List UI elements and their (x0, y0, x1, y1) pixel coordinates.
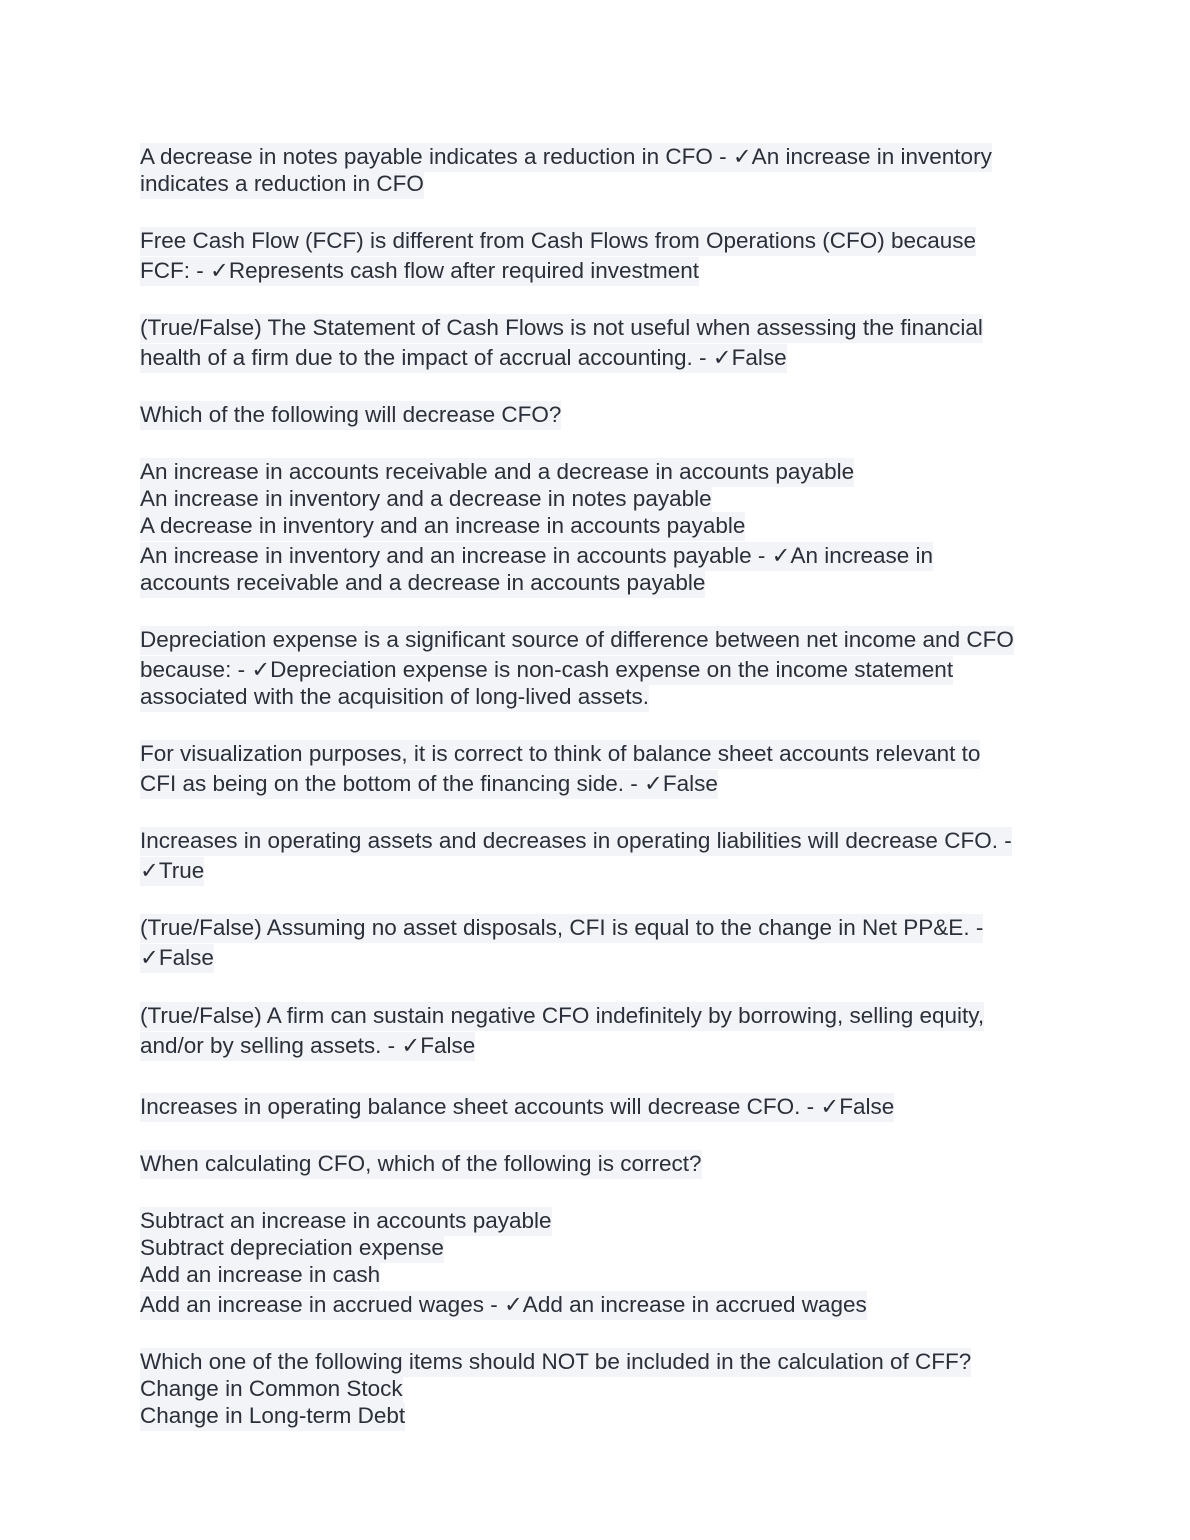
paragraph-fcf (140, 227, 1060, 284)
text-line: Increases in operating assets and decreases in operating liabilities will decrease CFO. - (140, 827, 1012, 856)
paragraph-negative-cfo (140, 1002, 1060, 1059)
text-line: Subtract an increase in accounts payable (140, 1207, 552, 1236)
paragraph-question-decrease-cfo (140, 401, 1060, 428)
paragraph-notes-payable (140, 143, 1060, 197)
text-line: An increase in accounts receivable and a decrease in accounts payable (140, 458, 854, 487)
text-line: accounts receivable and a decrease in accounts payable (140, 569, 705, 598)
text-line: Depreciation expense is a significant source of difference between net income and CFO (140, 626, 1014, 655)
paragraph-statement-cash-flows (140, 314, 1060, 371)
paragraph-depreciation (140, 626, 1060, 710)
document-body (140, 143, 1060, 1429)
paragraph-operating-assets (140, 827, 1060, 884)
text-line: and/or by selling assets. - ✓False (140, 1032, 475, 1061)
text-line: Subtract depreciation expense (140, 1234, 444, 1263)
paragraph-options-decrease-cfo (140, 458, 1060, 596)
text-line: Add an increase in accrued wages - ✓Add an increase in accrued wages (140, 1291, 867, 1320)
paragraph-options-calculating-cfo (140, 1207, 1060, 1318)
text-line: Add an increase in cash (140, 1261, 380, 1290)
text-line: When calculating CFO, which of the following is correct? (140, 1150, 702, 1179)
text-line: FCF: - ✓Represents cash flow after required investment (140, 257, 699, 286)
paragraph-cfi-ppe (140, 914, 1060, 971)
text-line: ✓False (140, 944, 214, 973)
text-line: ✓True (140, 857, 204, 886)
text-line: Free Cash Flow (FCF) is different from Cash Flows from Operations (CFO) because (140, 227, 976, 256)
text-line: Change in Common Stock (140, 1375, 403, 1404)
text-line: CFI as being on the bottom of the financing side. - ✓False (140, 770, 718, 799)
text-line: A decrease in notes payable indicates a reduction in CFO - ✓An increase in inventory (140, 143, 992, 172)
text-line: (True/False) The Statement of Cash Flows is not useful when assessing the financial (140, 314, 983, 343)
text-line: (True/False) A firm can sustain negative CFO indefinitely by borrowing, selling equity, (140, 1002, 984, 1031)
text-line: Which of the following will decrease CFO? (140, 401, 561, 430)
text-line: An increase in inventory and a decrease in notes payable (140, 485, 712, 514)
text-line: (True/False) Assuming no asset disposals, CFI is equal to the change in Net PP&E. - (140, 914, 983, 943)
text-line: because: - ✓Depreciation expense is non-cash expense on the income statement (140, 656, 953, 685)
text-line: Increases in operating balance sheet accounts will decrease CFO. - ✓False (140, 1093, 894, 1122)
text-line: Which one of the following items should NOT be included in the calculation of CFF? (140, 1348, 971, 1377)
text-line: An increase in inventory and an increase in accounts payable - ✓An increase in (140, 542, 933, 571)
text-line: For visualization purposes, it is correct to think of balance sheet accounts relevant to (140, 740, 980, 769)
paragraph-visualization (140, 740, 1060, 797)
text-line: associated with the acquisition of long-lived assets. (140, 683, 649, 712)
text-line: health of a firm due to the impact of accrual accounting. - ✓False (140, 344, 787, 373)
paragraph-operating-balance (140, 1093, 1060, 1120)
text-line: indicates a reduction in CFO (140, 170, 424, 199)
text-line: A decrease in inventory and an increase in accounts payable (140, 512, 745, 541)
paragraph-question-cff (140, 1348, 1060, 1429)
paragraph-question-calculating-cfo (140, 1150, 1060, 1177)
text-line: Change in Long-term Debt (140, 1402, 405, 1431)
